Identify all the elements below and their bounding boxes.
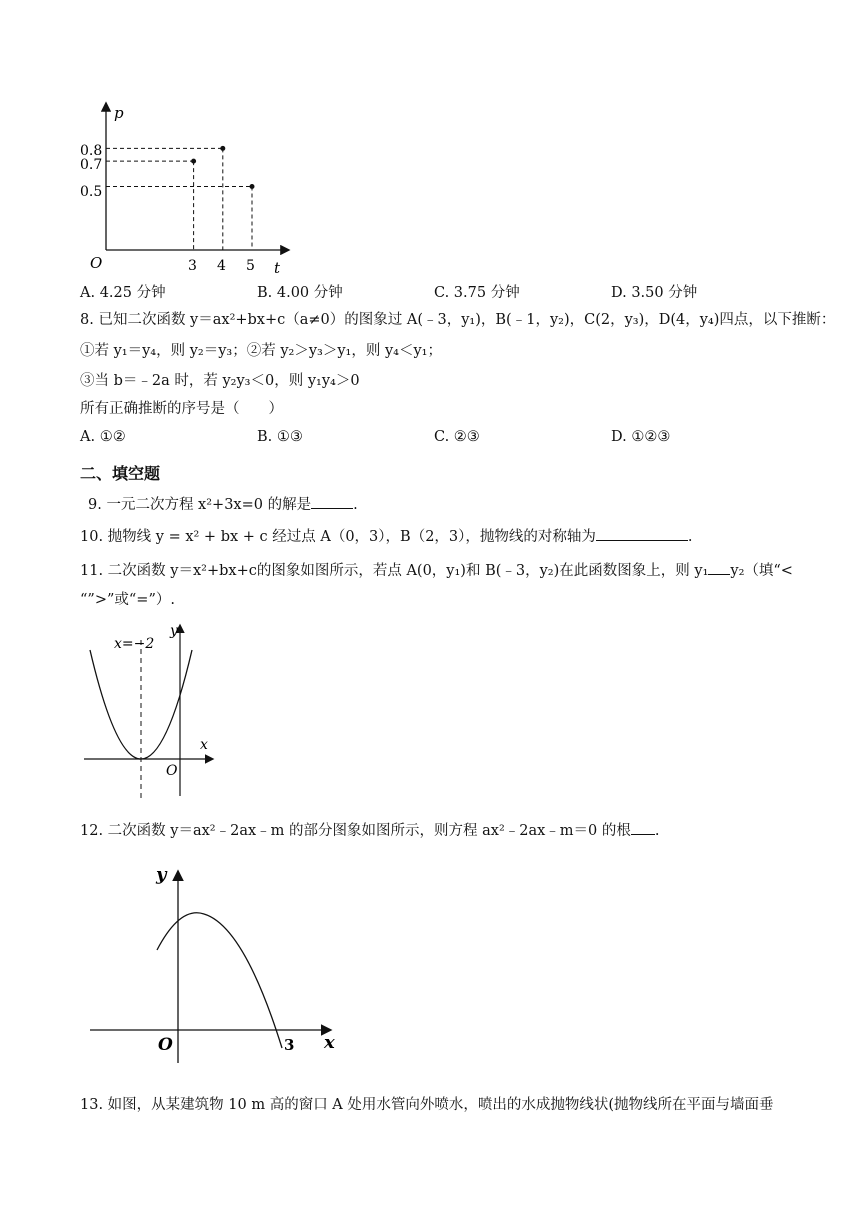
parabola-curve [157, 913, 282, 1048]
y-axis-label: p [114, 104, 124, 122]
q13-text: 13. 如图，从某建筑物 10 m 高的窗口 A 处用水管向外喷水，喷出的水成抛物线状(抛物线所在平面与墙面垂 [80, 1097, 774, 1113]
q12-blank[interactable] [631, 820, 655, 835]
q12-text: 12. 二次函数 y＝ax²﹣2ax﹣m 的部分图象如图所示，则方程 ax²﹣2ax﹣m＝0 的根 [80, 823, 631, 839]
q8-line3: ③当 b＝﹣2a 时，若 y₂y₃＜0，则 y₁y₄＞0 [80, 373, 360, 389]
q7-option-a[interactable]: A. 4.25 分钟 [80, 285, 166, 301]
q11-text: 11. 二次函数 y＝x²+bx+c的图象如图所示，若点 A(0，y₁)和 B(﹣3，y₂)在此函数图象上，则 y₁ [80, 563, 709, 579]
root-label: 3 [284, 1036, 295, 1054]
graph-q11 [80, 620, 220, 805]
section-title: 二、填空题 [80, 464, 161, 483]
data-point-2 [250, 184, 255, 189]
q7-option-c[interactable]: C. 3.75 分钟 [434, 285, 520, 301]
graph-q12 [84, 858, 354, 1073]
q9-text: 9. 一元二次方程 x²+3x=0 的解是 [88, 497, 312, 513]
q9-blank[interactable] [311, 494, 353, 509]
q8-line4: 所有正确推断的序号是（ ） [80, 401, 283, 417]
q11-text-end: y₂（填“< [730, 563, 793, 579]
y-tick: 0.5 [80, 184, 103, 200]
y-axis-label: y [156, 864, 167, 885]
q8-stem: 8. 已知二次函数 y＝ax²+bx+c（a≠0）的图象过 A(﹣3，y₁)，B(﹣1，y₂)，C(2，y₃)，D(4，y₄)四点，以下推断： [80, 312, 836, 328]
q11-blank[interactable] [708, 560, 730, 575]
q8-option-d[interactable]: D. ①②③ [611, 429, 671, 445]
q11-line1 [80, 560, 793, 581]
y-tick: 0.8 [80, 143, 103, 159]
y-tick: 0.7 [80, 157, 103, 173]
y-axis-label: y [170, 623, 178, 639]
data-point-1 [220, 146, 225, 151]
q8-option-a[interactable]: A. ①② [80, 429, 126, 445]
x-tick: 3 [188, 258, 197, 274]
q12-end: . [654, 823, 660, 839]
q11-line2: “”>”或“=”）. [80, 592, 175, 608]
origin-label: O [166, 763, 178, 779]
symmetry-label: x=−2 [114, 636, 155, 652]
x-tick: 5 [246, 258, 255, 274]
q7-option-d[interactable]: D. 3.50 分钟 [611, 285, 698, 301]
q10-blank[interactable] [596, 526, 688, 541]
q10 [80, 526, 693, 547]
graph-p-t [74, 98, 304, 278]
q8-line2: ①若 y₁＝y₄，则 y₂＝y₃；②若 y₂＞y₃＞y₁，则 y₄＜y₁； [80, 343, 442, 359]
q8-option-c[interactable]: C. ②③ [434, 429, 480, 445]
q9-end: . [353, 497, 358, 513]
origin-label: O [90, 254, 103, 272]
q9 [88, 494, 358, 515]
q8-option-b[interactable]: B. ①③ [257, 429, 303, 445]
q10-text: 10. 抛物线 y = x² + bx + c 经过点 A（0，3），B（2，3），抛物线的对称轴为 [80, 529, 596, 545]
q7-option-b[interactable]: B. 4.00 分钟 [257, 285, 343, 301]
x-tick: 4 [217, 258, 226, 274]
x-axis-label: t [274, 259, 281, 277]
q12 [80, 820, 660, 841]
origin-label: O [158, 1035, 173, 1055]
data-point-0 [191, 159, 196, 164]
q10-end: . [687, 529, 693, 545]
x-axis-label: x [324, 1032, 335, 1053]
x-axis-label: x [200, 737, 208, 753]
